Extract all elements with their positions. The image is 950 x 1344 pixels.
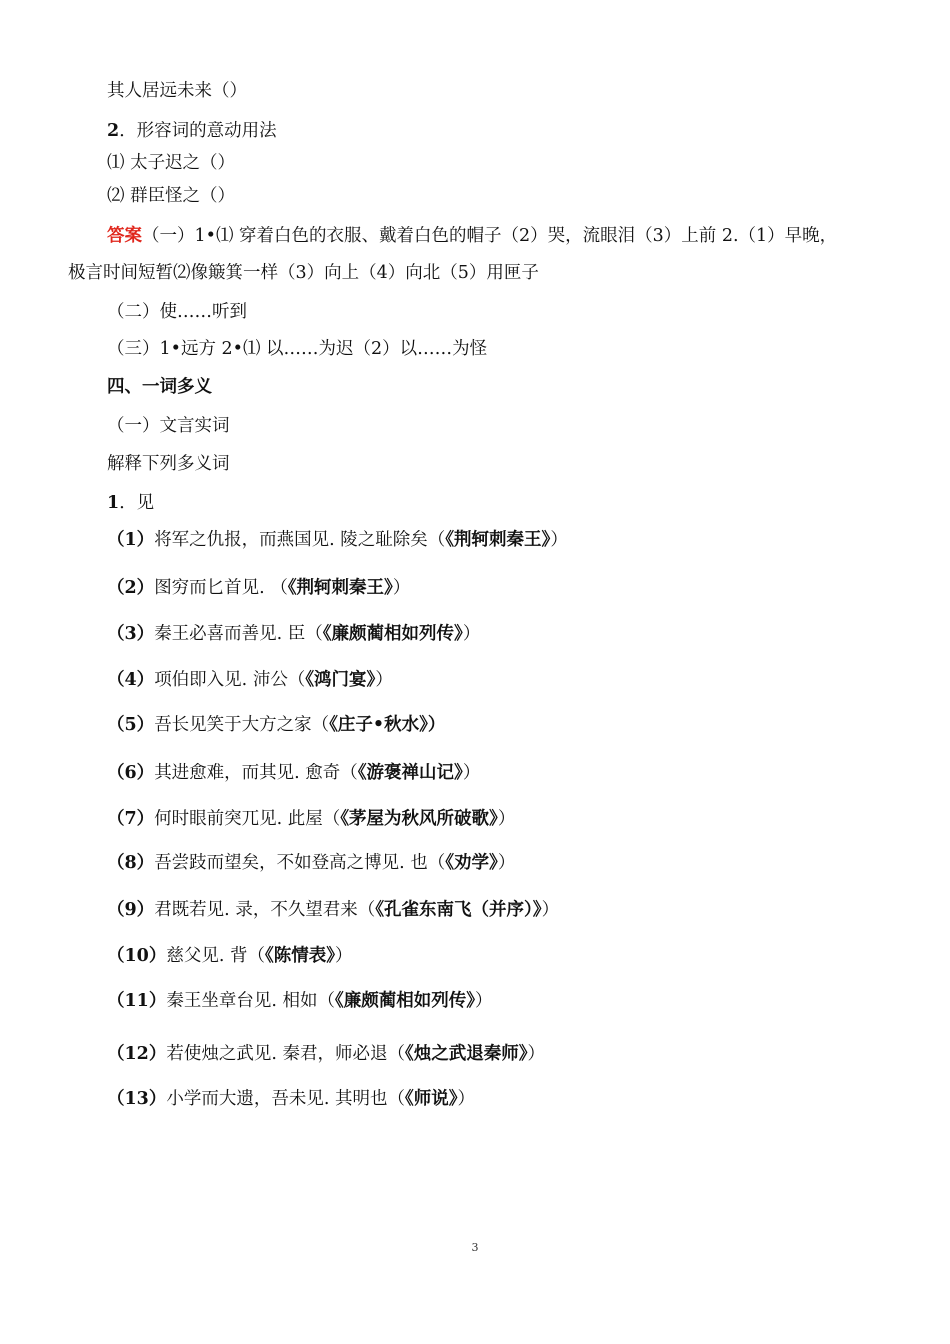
example-source: 《游褒禅山记》 — [357, 763, 463, 783]
subheading — [107, 119, 277, 143]
answer-label: 答案 — [107, 226, 142, 246]
example-text: 慈父见. 背（ — [166, 946, 265, 966]
example-number: （6） — [107, 763, 155, 783]
example-text: 秦王坐章台见. 相如（ — [166, 991, 335, 1011]
answer-line — [107, 224, 837, 248]
example-close: ） — [541, 900, 560, 920]
example-item — [107, 944, 353, 968]
example-close: ） — [497, 809, 516, 829]
example-number: （7） — [107, 809, 155, 829]
example-source: 《劝学》 — [445, 853, 498, 873]
example-text: 其进愈难，而其见. 愈奇（ — [154, 763, 358, 783]
example-item — [107, 851, 515, 875]
text-line: ⑵ 群臣怪之（） — [107, 186, 236, 206]
example-source: 《茅屋为秋风所破歌》 — [340, 809, 498, 829]
example-item — [107, 576, 410, 600]
item-number: 2 — [107, 121, 120, 141]
example-close: ） — [527, 1044, 545, 1064]
example-close: ） — [497, 853, 516, 873]
answer-line: （三）1•远方 2•⑴ 以……为迟（2）以……为怪 — [107, 339, 488, 359]
example-source: 《陈情表》 — [265, 946, 335, 966]
example-close: ） — [457, 1089, 475, 1109]
example-item — [107, 668, 393, 692]
example-item — [107, 761, 480, 785]
example-number: （10） — [107, 946, 167, 966]
example-item — [107, 989, 492, 1013]
example-text: 项伯即入见. 沛公（ — [154, 670, 306, 690]
instruction-text: 解释下列多义词 — [107, 454, 230, 474]
example-number: （11） — [107, 991, 167, 1011]
text-line: ⑴ 太子迟之（） — [107, 153, 236, 173]
example-close: ） — [335, 946, 353, 966]
item-text: ．形容词的意动用法 — [119, 121, 277, 141]
example-close: ） — [462, 624, 481, 644]
answer-line: （二）使……听到 — [107, 302, 247, 322]
example-item — [107, 713, 445, 737]
example-source: 《师说》 — [404, 1089, 458, 1109]
example-close: ） — [375, 670, 393, 690]
example-number: （1） — [107, 530, 155, 550]
example-number: （8） — [107, 853, 155, 873]
example-item — [107, 528, 568, 552]
example-source: 《荆轲刺秦王》 — [445, 530, 551, 550]
example-source: 《鸿门宴》 — [305, 670, 376, 690]
section-heading: 四、一词多义 — [107, 377, 212, 397]
example-source: 《烛之武退秦师》 — [404, 1044, 528, 1064]
answer-text: （一）1•⑴ 穿着白色的衣服、戴着白色的帽子（2）哭，流眼泪（3）上前 2.（1）早晚， — [142, 226, 838, 246]
example-text: 将军之仇报，而燕国见. 陵之耻除矣（ — [154, 530, 446, 550]
example-source: 《孔雀东南飞（并序）》 — [375, 900, 542, 920]
example-item — [107, 1042, 545, 1066]
example-item — [107, 622, 480, 646]
answer-line: 极言时间短暂⑵像簸箕一样（3）向上（4）向北（5）用匣子 — [68, 263, 539, 283]
example-number: （13） — [107, 1089, 167, 1109]
example-text: 吾长见笑于大方之家（ — [154, 715, 330, 735]
example-text: 图穷而匕首见. （ — [154, 578, 288, 598]
example-number: （5） — [107, 715, 155, 735]
example-number: （3） — [107, 624, 155, 644]
example-number: （4） — [107, 670, 155, 690]
example-text: 小学而大遗，吾未见. 其明也（ — [166, 1089, 405, 1109]
example-number: （12） — [107, 1044, 167, 1064]
example-number: （9） — [107, 900, 155, 920]
example-text: 何时眼前突兀见. 此屋（ — [154, 809, 341, 829]
example-item — [107, 807, 515, 831]
example-close: ） — [392, 578, 411, 598]
page-number: 3 — [471, 1241, 479, 1254]
text-line: 其人居远未来（） — [107, 81, 247, 101]
example-text: 吾尝跂而望矣，不如登高之博见. 也（ — [154, 853, 446, 873]
example-text: 秦王必喜而善见. 臣（ — [154, 624, 323, 644]
example-close: ） — [550, 530, 568, 550]
example-text: 若使烛之武见. 秦君，师必退（ — [166, 1044, 405, 1064]
example-source: 《廉颇蔺相如列传》 — [322, 624, 463, 644]
example-item — [107, 1087, 475, 1111]
example-number: （2） — [107, 578, 155, 598]
example-text: 君既若见. 录，不久望君来（ — [154, 900, 376, 920]
section-subheading: （一）文言实词 — [107, 416, 230, 436]
example-close: ） — [474, 991, 493, 1011]
example-source: 《荆轲刺秦王》 — [287, 578, 393, 598]
item-text: ．见 — [119, 493, 155, 513]
example-source: 《廉颇蔺相如列传》 — [334, 991, 475, 1011]
example-item — [107, 898, 559, 922]
example-close: ） — [462, 763, 481, 783]
item-number: 1 — [107, 493, 120, 513]
example-source: 《庄子•秋水》） — [329, 715, 446, 735]
word-heading — [107, 491, 154, 515]
